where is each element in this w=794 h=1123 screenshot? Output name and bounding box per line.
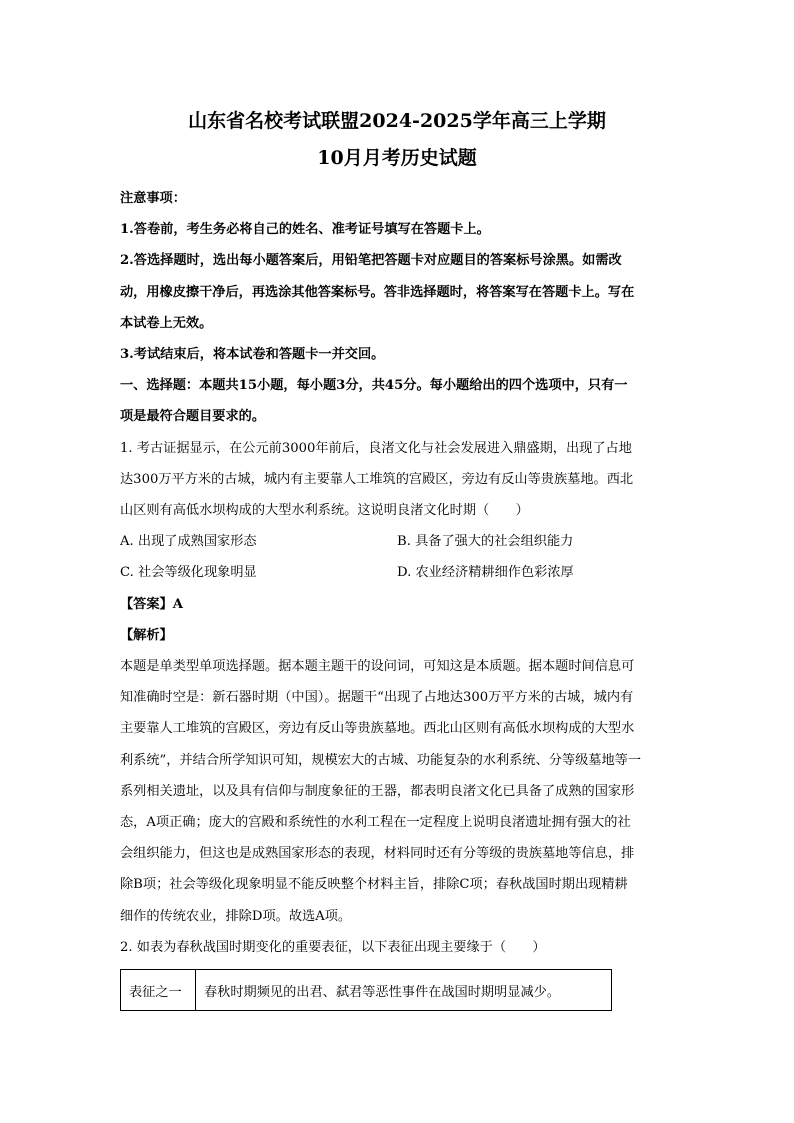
section-heading-line: 项是最符合题目要求的。	[120, 409, 266, 425]
q1-option-a: A. 出现了成熟国家形态	[120, 534, 257, 550]
notice-item: 2.答选择题时，选出每小题答案后，用铅笔把答题卡对应题目的答案标号涂黑。如需改	[120, 253, 622, 269]
q1-analysis-label: 【解析】	[120, 627, 173, 643]
notice-item: 1.答卷前，考生务必将自己的姓名、准考证号填写在答题卡上。	[120, 222, 490, 238]
q1-stem-line: 山区则有高低水坝构成的大型水利系统。这说明良渚文化时期（ ）	[120, 503, 529, 519]
notice-item: 3.考试结束后，将本试卷和答题卡一并交回。	[120, 347, 385, 363]
q1-option-d: D. 农业经济精耕细作色彩浓厚	[397, 565, 574, 581]
q1-analysis-line: 本题是单类型单项选择题。据本题主题干的设问词，可知这是本质题。据本题时间信息可	[120, 659, 635, 675]
exam-title-line1: 山东省名校考试联盟2024-2025学年高三上学期	[188, 110, 606, 132]
q2-stem: 2. 如表为春秋战国时期变化的重要表征，以下表征出现主要缘于（ ）	[120, 939, 546, 955]
table-cell-text: 春秋时期频见的出君、弑君等恶性事件在战国时期明显减少。	[196, 970, 612, 1011]
q1-analysis-line: 除B项；社会等级化现象明显不能反映整个材料主旨，排除C项；春秋战国时期出现精耕	[120, 877, 628, 893]
q1-analysis-line: 态，A项正确；庞大的宫殿和系统性的水利工程在一定程度上说明良渚遗址拥有强大的社	[120, 815, 631, 831]
question-2	[120, 932, 674, 1011]
q1-option-b: B. 具备了强大的社会组织能力	[397, 534, 574, 550]
q1-analysis-line: 系列相关遗址，以及具有信仰与制度象征的王器，都表明良渚文化已具备了成熟的国家形	[120, 783, 635, 799]
exam-title-line2: 10月月考历史试题	[317, 147, 477, 169]
q1-stem-line: 1. 考古证据显示，在公元前3000年前后，良渚文化与社会发展进入鼎盛期，出现了占地	[120, 440, 632, 456]
q1-options-row	[120, 557, 674, 588]
q1-analysis-line: 会组织能力，但这也是成熟国家形态的表现，材料同时还有分等级的贵族墓地等信息，排	[120, 846, 635, 862]
q1-option-c: C. 社会等级化现象明显	[120, 565, 257, 581]
q1-analysis-line: 知准确时空是：新石器时期（中国）。据题干“出现了占地达300万平方米的古城，城内有	[120, 690, 634, 706]
q1-analysis-line: 细作的传统农业，排除D项。故选A项。	[120, 908, 352, 924]
q1-stem-line: 达300万平方米的古城，城内有主要靠人工堆筑的宫殿区，旁边有反山等贵族墓地。西北	[120, 471, 634, 487]
table-row	[121, 970, 612, 1011]
q2-table	[120, 969, 612, 1011]
section-heading-line: 一、选择题：本题共15小题，每小题3分，共45分。每小题给出的四个选项中，只有一	[120, 378, 628, 394]
notice-heading: 注意事项：	[120, 191, 186, 206]
notice-item: 本试卷上无效。	[120, 315, 213, 331]
section-heading	[120, 370, 674, 432]
notice-block	[120, 183, 674, 370]
question-1	[120, 433, 674, 932]
q1-analysis-line: 主要靠人工堆筑的宫殿区，旁边有反山等贵族墓地。西北山区则有高低水坝构成的大型水	[120, 721, 635, 737]
table-cell-head: 表征之一	[121, 970, 196, 1011]
notice-item: 动，用橡皮擦干净后，再选涂其他答案标号。答非选择题时，将答案写在答题卡上。写在	[120, 284, 635, 300]
q1-options-row	[120, 526, 674, 557]
q1-analysis-line: 利系统”，并结合所学知识可知，规模宏大的古城、功能复杂的水利系统、分等级墓地等一	[120, 752, 642, 768]
q1-answer: 【答案】A	[120, 596, 183, 612]
